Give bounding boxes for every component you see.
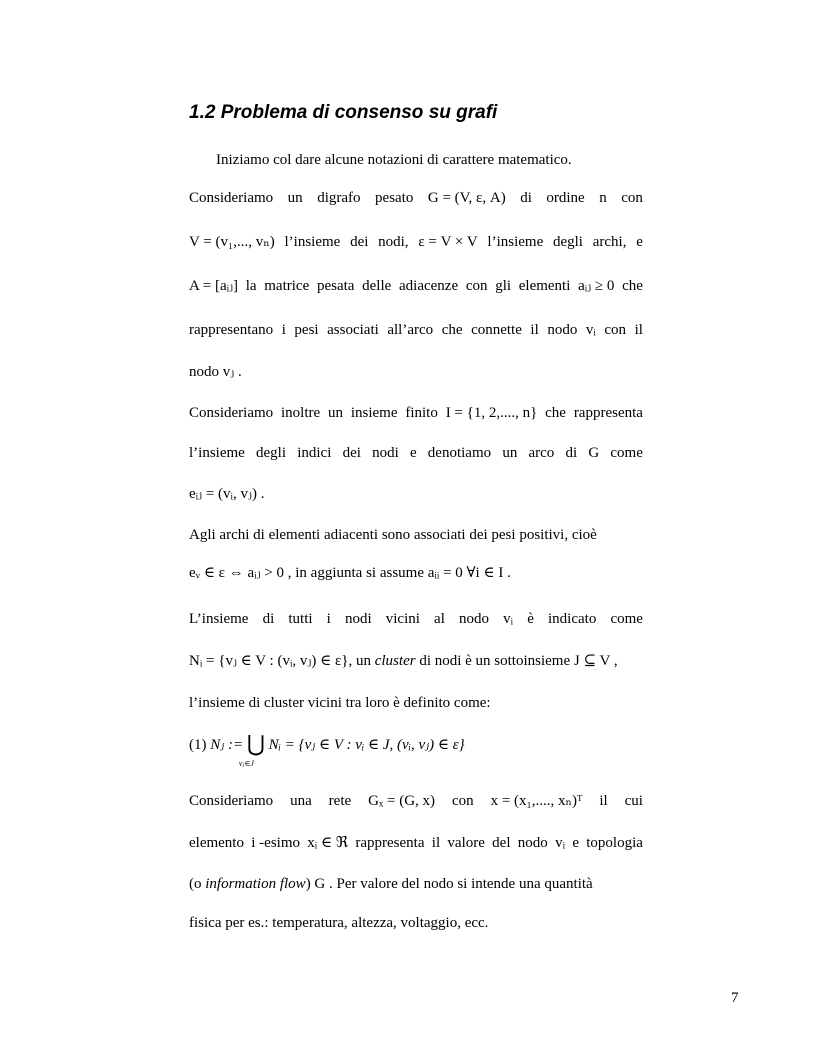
- paragraph-line: [189, 403, 643, 423]
- word: insieme: [350, 405, 398, 421]
- word: i -esimo: [251, 835, 301, 851]
- paragraph-line: [189, 443, 643, 463]
- word: una: [290, 793, 312, 809]
- paragraph-line: eᵥ ∈ ε ⇔ aᵢⱼ > 0 , in aggiunta si assume aᵢᵢ = 0 ∀i ∈ I .: [189, 565, 511, 581]
- emphasis-term: information flow: [205, 876, 306, 892]
- word: I = {1, 2,...., n}: [445, 405, 538, 421]
- word: con: [465, 278, 488, 294]
- word: un: [287, 190, 303, 206]
- word: come: [610, 611, 643, 627]
- word: elemento: [189, 835, 244, 851]
- word: Consideriamo: [189, 190, 274, 206]
- word: nodi,: [378, 234, 409, 250]
- word: inoltre: [281, 405, 321, 421]
- paragraph-line: [189, 609, 643, 629]
- word: topologia: [586, 835, 643, 851]
- word: pesi: [294, 322, 319, 338]
- word: G = (V, ε, A): [427, 190, 506, 206]
- word: che: [441, 322, 463, 338]
- paragraph-line: l’insieme di cluster vicini tra loro è definito come:: [189, 695, 491, 711]
- word: al: [434, 611, 445, 627]
- word: di: [520, 190, 532, 206]
- word: vᵢ: [555, 835, 566, 851]
- word: nodo: [459, 611, 489, 627]
- word: rappresenta: [355, 835, 425, 851]
- union-operator: [238, 731, 265, 768]
- paragraph-line: [189, 320, 643, 340]
- word: la: [245, 278, 257, 294]
- word: cui: [624, 793, 643, 809]
- equation-lhs: Nⱼ :=: [210, 737, 244, 753]
- word: con: [451, 793, 474, 809]
- word: che: [545, 405, 566, 421]
- word: connette: [471, 322, 522, 338]
- word: con: [604, 322, 627, 338]
- paragraph-line: [189, 232, 643, 252]
- word: nodi: [344, 611, 372, 627]
- word: dei: [342, 445, 361, 461]
- equation-label: (1): [189, 737, 207, 753]
- word: rete: [328, 793, 352, 809]
- word: il: [530, 322, 539, 338]
- word: arco: [528, 445, 555, 461]
- text-run: ) G . Per valore del nodo si intende una quantità: [305, 876, 593, 892]
- word: l’insieme: [284, 234, 341, 250]
- equation-1: [189, 731, 643, 774]
- word: che: [622, 278, 643, 294]
- word: indicato: [548, 611, 597, 627]
- section-heading: 1.2 Problema di consenso su grafi: [189, 102, 498, 123]
- equation-rhs: Nᵢ = {vⱼ ∈ V : vᵢ ∈ J, (vᵢ, vⱼ) ∈ ε}: [268, 737, 465, 753]
- text-run: (o: [189, 876, 206, 892]
- paragraph-line: fisica per es.: temperatura, altezza, voltaggio, ecc.: [189, 915, 489, 931]
- word: Consideriamo: [189, 793, 274, 809]
- paragraph-line: [189, 188, 643, 208]
- word: valore: [447, 835, 485, 851]
- paragraph-line: [189, 791, 643, 811]
- word: L’insieme: [189, 611, 249, 627]
- word: denotiamo: [427, 445, 492, 461]
- word: rappresentano: [189, 322, 274, 338]
- word: vᵢ: [585, 322, 596, 338]
- word: pesata: [316, 278, 355, 294]
- word: G: [588, 445, 600, 461]
- word: e: [636, 234, 643, 250]
- word: del: [492, 835, 511, 851]
- word: tutti: [288, 611, 313, 627]
- word: con: [621, 190, 643, 206]
- word: x = (x₁,...., xₙ)ᵀ: [490, 793, 583, 809]
- word: degli: [552, 234, 583, 250]
- word: n: [599, 190, 607, 206]
- word: dei: [350, 234, 369, 250]
- word: l’insieme: [487, 234, 544, 250]
- word: finito: [405, 405, 438, 421]
- word: indici: [297, 445, 332, 461]
- word: nodi: [372, 445, 399, 461]
- word: il: [431, 835, 441, 851]
- equation-inline: eᵢⱼ = (vᵢ, vⱼ) .: [189, 486, 265, 502]
- word: ordine: [546, 190, 585, 206]
- intro-line: Iniziamo col dare alcune notazioni di carattere matematico.: [216, 152, 572, 168]
- word: gli: [495, 278, 512, 294]
- text-run: Nᵢ = {vⱼ ∈ V : (vᵢ, vⱼ) ∈ ε}, un: [189, 653, 375, 669]
- word: xᵢ ∈ ℜ: [307, 835, 349, 851]
- word: matrice: [264, 278, 310, 294]
- word: degli: [256, 445, 287, 461]
- word: è: [527, 611, 534, 627]
- word: V = (v₁,..., vₙ): [189, 234, 275, 250]
- word: il: [599, 793, 608, 809]
- word: rappresenta: [573, 405, 643, 421]
- union-symbol: ⋃: [246, 731, 265, 756]
- word: un: [328, 405, 343, 421]
- emphasis-term: cluster: [374, 653, 416, 669]
- word: come: [610, 445, 643, 461]
- word: di: [565, 445, 578, 461]
- paragraph-line: Agli archi di elementi adiacenti sono associati dei pesi positivi, cioè: [189, 527, 597, 543]
- word: all’arco: [387, 322, 434, 338]
- word: aᵢⱼ ≥ 0: [578, 278, 615, 294]
- paragraph-line: nodo vⱼ .: [189, 364, 242, 380]
- word: e: [409, 445, 417, 461]
- word: vicini: [385, 611, 420, 627]
- word: e: [572, 835, 579, 851]
- word: i: [281, 322, 286, 338]
- word: digrafo: [317, 190, 361, 206]
- word: A = [aᵢⱼ]: [189, 278, 239, 294]
- word: adiacenze: [399, 278, 459, 294]
- word: archi,: [592, 234, 627, 250]
- word: associati: [327, 322, 379, 338]
- word: nodo: [547, 322, 578, 338]
- word: il: [634, 322, 643, 338]
- page-number: 7: [731, 990, 739, 1006]
- paragraph-line: [189, 874, 643, 894]
- word: di: [262, 611, 275, 627]
- paragraph-line: [189, 276, 643, 296]
- paragraph-line: [189, 651, 643, 671]
- word: Consideriamo: [189, 405, 274, 421]
- union-subscript: vⱼ∈J: [238, 759, 254, 768]
- text-run: di nodi è un sottoinsieme J ⊆ V ,: [415, 653, 618, 669]
- word: pesato: [375, 190, 414, 206]
- word: delle: [362, 278, 392, 294]
- word: vᵢ: [503, 611, 514, 627]
- word: ε = V × V: [418, 234, 478, 250]
- word: i: [326, 611, 331, 627]
- paragraph-line: [189, 833, 643, 853]
- word: un: [502, 445, 518, 461]
- word: Gₓ = (G, x): [368, 793, 436, 809]
- word: nodo: [517, 835, 548, 851]
- word: l’insieme: [189, 445, 245, 461]
- word: elementi: [518, 278, 571, 294]
